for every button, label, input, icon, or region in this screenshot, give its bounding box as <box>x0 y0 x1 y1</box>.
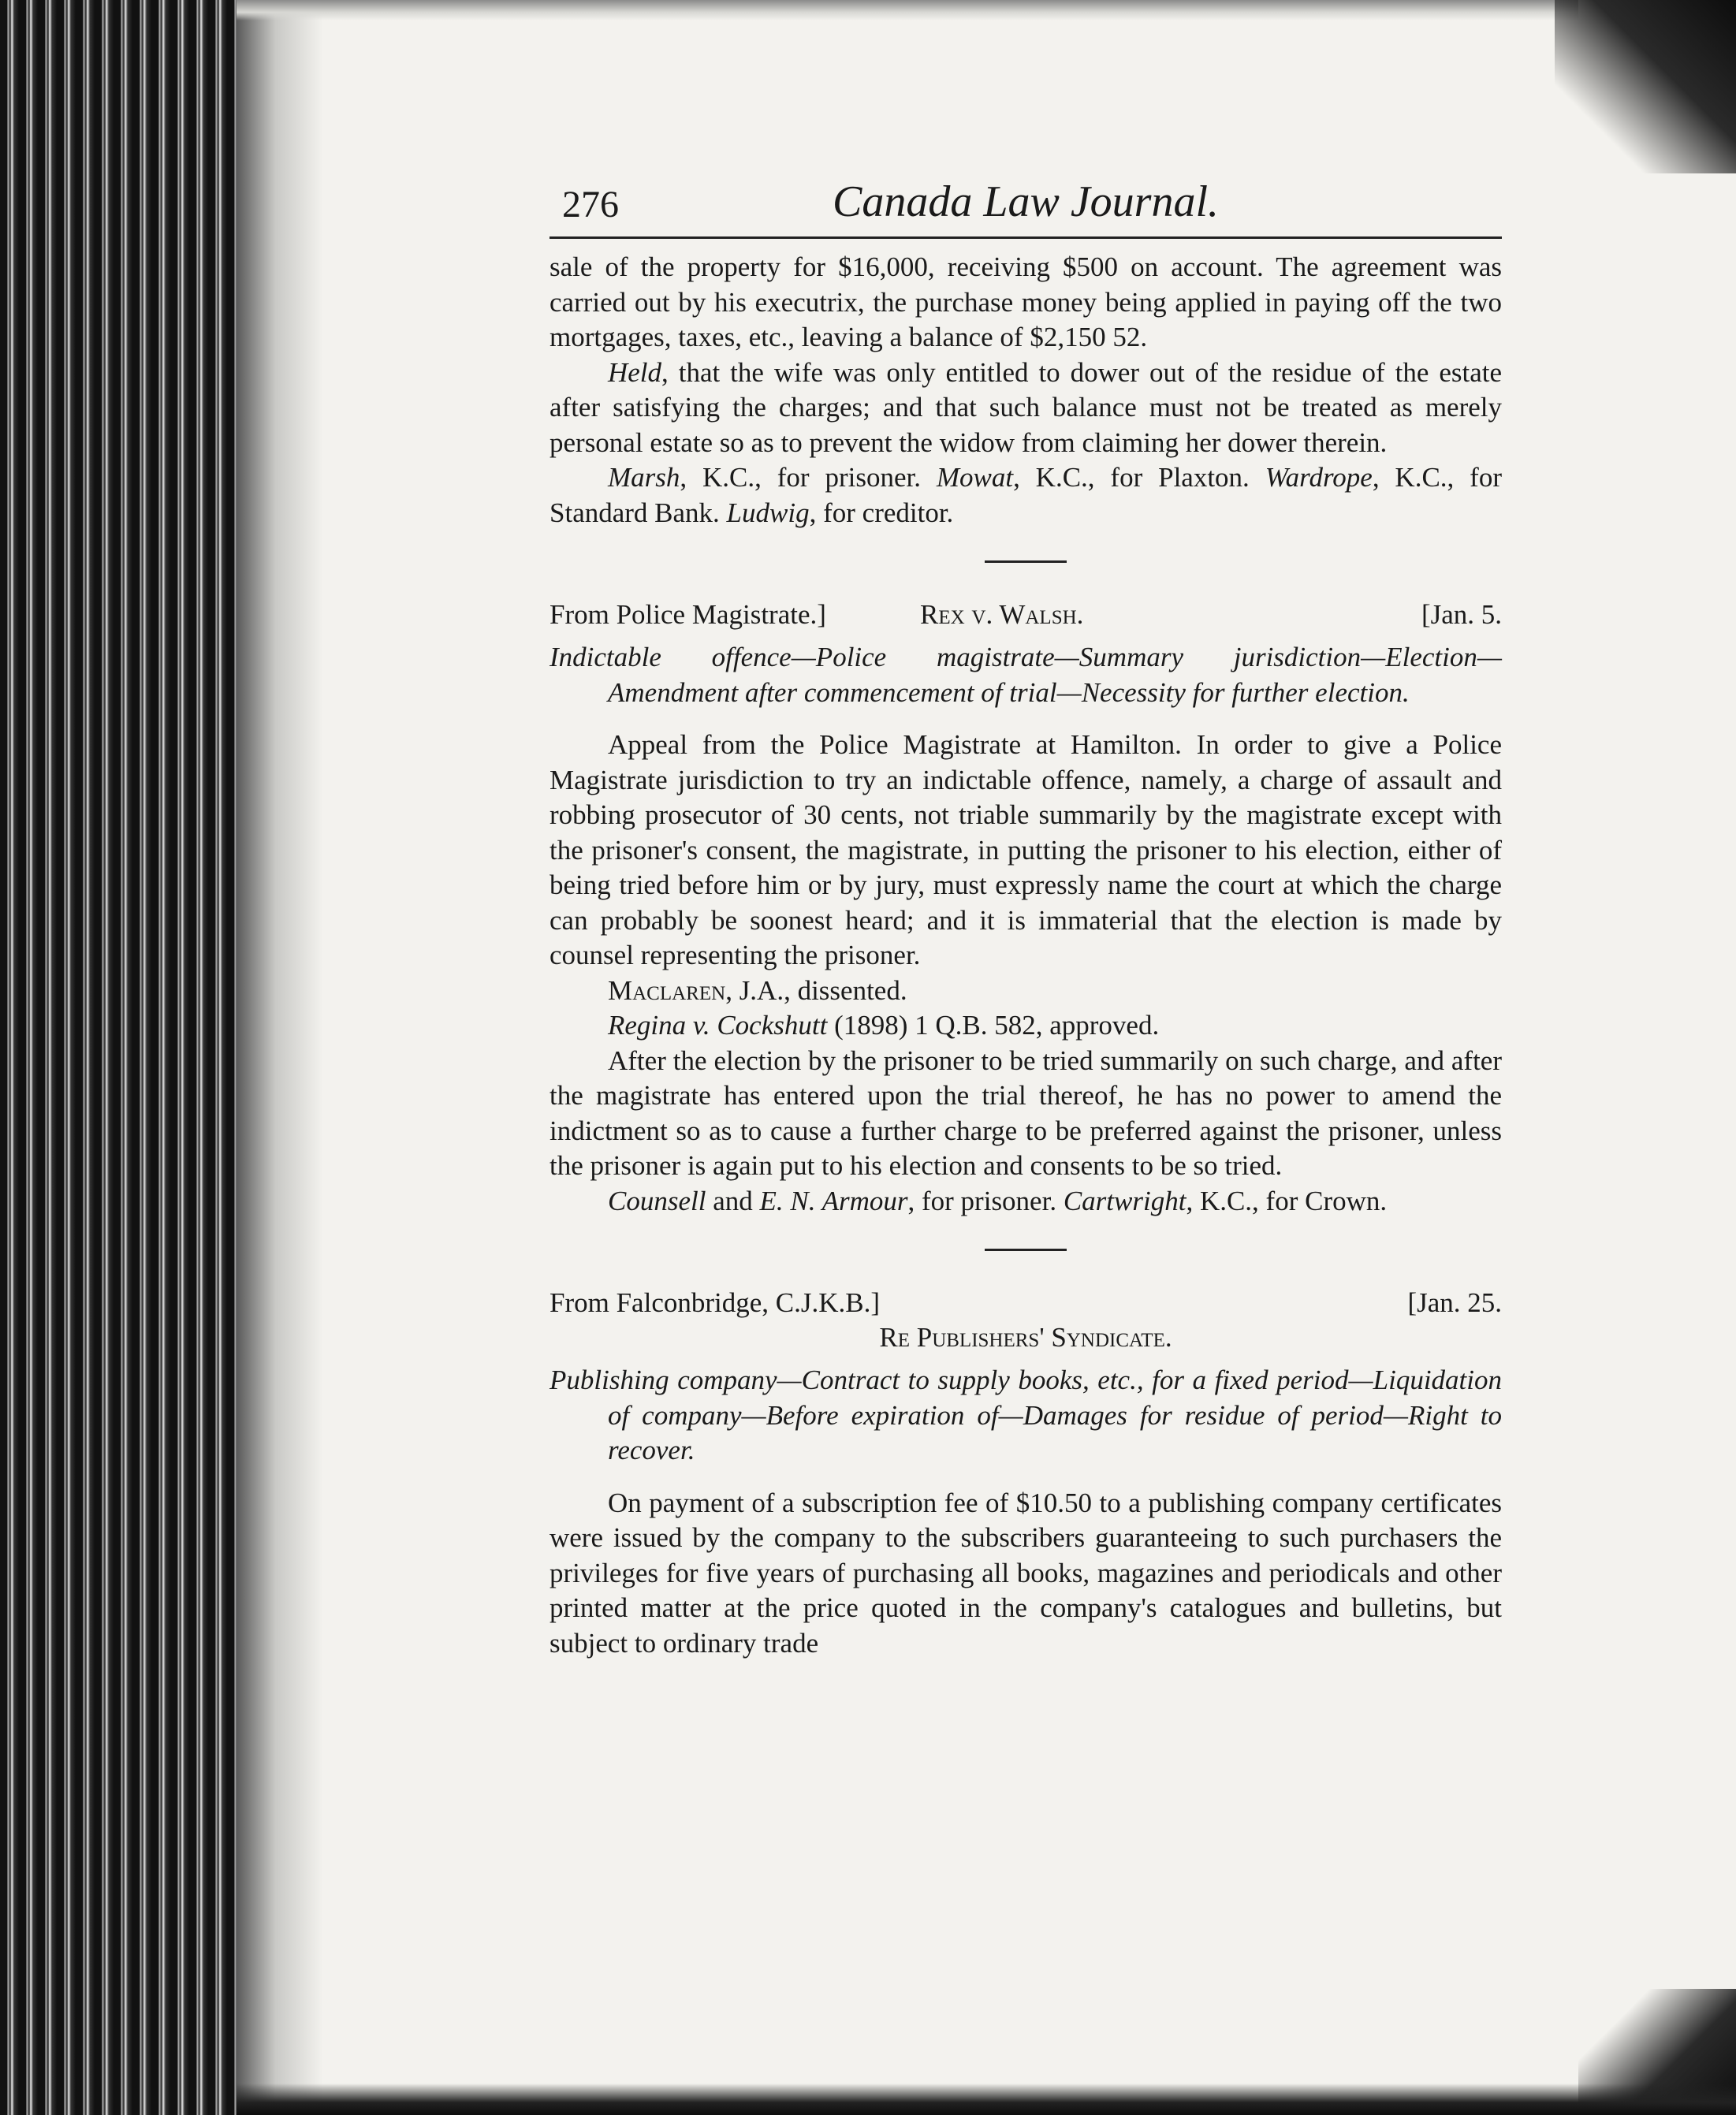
dissent-text: , J.A., dissented. <box>725 974 907 1006</box>
counsel-name: Counsell <box>608 1185 706 1216</box>
case-date: [Jan. 5. <box>1421 599 1502 630</box>
paragraph: After the election by the prisoner to be tried summarily on such charge, and after the magistrate has entered upon the trial thereof, he has no power to amend the indictment so as to cause a further charge to be preferred against the prisoner, unless the prisoner is again put to his election and consents to be so tried. <box>549 1044 1502 1181</box>
judge-name: Maclaren <box>608 974 726 1006</box>
counsel-role: , K.C., for Plaxton. <box>1013 462 1265 493</box>
journal-page <box>549 172 1502 1661</box>
held-text: , that the wife was only entitled to dower out of the residue of the estate after satisfying the charges; and that such balance must not be treated as merely personal estate so as to prevent the widow from claiming her dower therein. <box>549 356 1502 458</box>
case-date: [Jan. 25. <box>1407 1287 1502 1318</box>
counsel-name: E. N. Armour <box>759 1185 908 1216</box>
paragraph: On payment of a subscription fee of $10.50 to a publishing company certificates were issued by the company to the subscribers guaranteeing to such purchasers the privileges for five years of purchasing all books, magazines and periodicals and other printed matter at the price quoted in the company's catalogues and bulletins, but subject to ordinary trade <box>549 1487 1502 1659</box>
header-rule <box>549 236 1502 239</box>
scan-bottom-edge <box>237 2083 1736 2115</box>
citation-text: (1898) 1 Q.B. 582, approved. <box>827 1010 1160 1041</box>
paragraph: Appeal from the Police Magistrate at Hamilton. In order to give a Police Magistrate jurisdiction to try an indictable offence, namely, a charge of assault and robbing prosecutor of 30 cents, not triable summarily by the magistrate except with the prisoner's consent, the magistrate, in putting the prisoner to his election, either of being tried before him or by jury, must expressly name the court at which the charge can probably be soonest heard; and it is immaterial that the election is made by counsel representing the prisoner. <box>549 729 1502 970</box>
held-paragraph <box>549 356 1502 461</box>
scan-corner-top-right <box>1555 0 1736 173</box>
counsel-name: Marsh <box>608 462 680 493</box>
scan-top-edge <box>237 0 1578 20</box>
case-heading <box>549 1286 1502 1320</box>
court-from: From Falconbridge, C.J.K.B.] <box>549 1287 881 1318</box>
counsel-join: and <box>706 1185 760 1216</box>
scan-shadow <box>237 0 323 2115</box>
scan-binding-edge <box>0 0 237 2115</box>
case-name: Re Publishers' Syndicate. <box>879 1322 1172 1353</box>
continued-case <box>549 250 1502 531</box>
counsel-name: Ludwig <box>726 497 810 528</box>
page-number: 276 <box>562 184 619 225</box>
counsel-role: , K.C., for prisoner. <box>680 462 937 493</box>
cited-case: Regina v. Cockshutt <box>608 1010 828 1041</box>
case-re-publishers-syndicate <box>549 1286 1502 1661</box>
headnote: Publishing company—Contract to supply books, etc., for a fixed period—Liquidation of company—Before expiration of—Damages for residue of period—Right to recover. <box>549 1365 1502 1465</box>
counsel-role: , K.C., for Crown. <box>1186 1185 1388 1216</box>
counsel-name: Mowat <box>936 462 1014 493</box>
counsel-role: , for creditor. <box>809 497 954 528</box>
paragraph: sale of the property for $16,000, receiving $500 on account. The agreement was carried out by his executrix, the purchase money being applied in paying off the two mortgages, taxes, etc., leaving a balance of $2,150 52. <box>549 251 1502 352</box>
running-head <box>549 172 1502 236</box>
dissent-line <box>549 974 1502 1009</box>
counsel-line <box>549 460 1502 531</box>
case-rex-v-walsh <box>549 598 1502 1219</box>
counsel-name: Wardrope <box>1265 462 1373 493</box>
counsel-line <box>549 1184 1502 1219</box>
journal-title: Canada Law Journal. <box>832 177 1220 226</box>
counsel-name: Cartwright <box>1063 1185 1187 1216</box>
court-from: From Police Magistrate.] <box>549 599 826 630</box>
case-heading <box>549 598 1502 632</box>
held-label: Held <box>608 356 662 388</box>
section-divider <box>985 560 1067 563</box>
section-divider <box>985 1249 1067 1251</box>
citation-line <box>549 1008 1502 1044</box>
counsel-role: , for prisoner. <box>907 1185 1064 1216</box>
headnote: Indictable offence—Police magistrate—Summary jurisdiction—Election—Amendment after commencement of trial—Necessity for further election. <box>549 642 1502 708</box>
case-name: Rex v. Walsh. <box>920 599 1084 630</box>
counsel-role: , K.C., for Standard Bank. <box>549 462 1502 528</box>
